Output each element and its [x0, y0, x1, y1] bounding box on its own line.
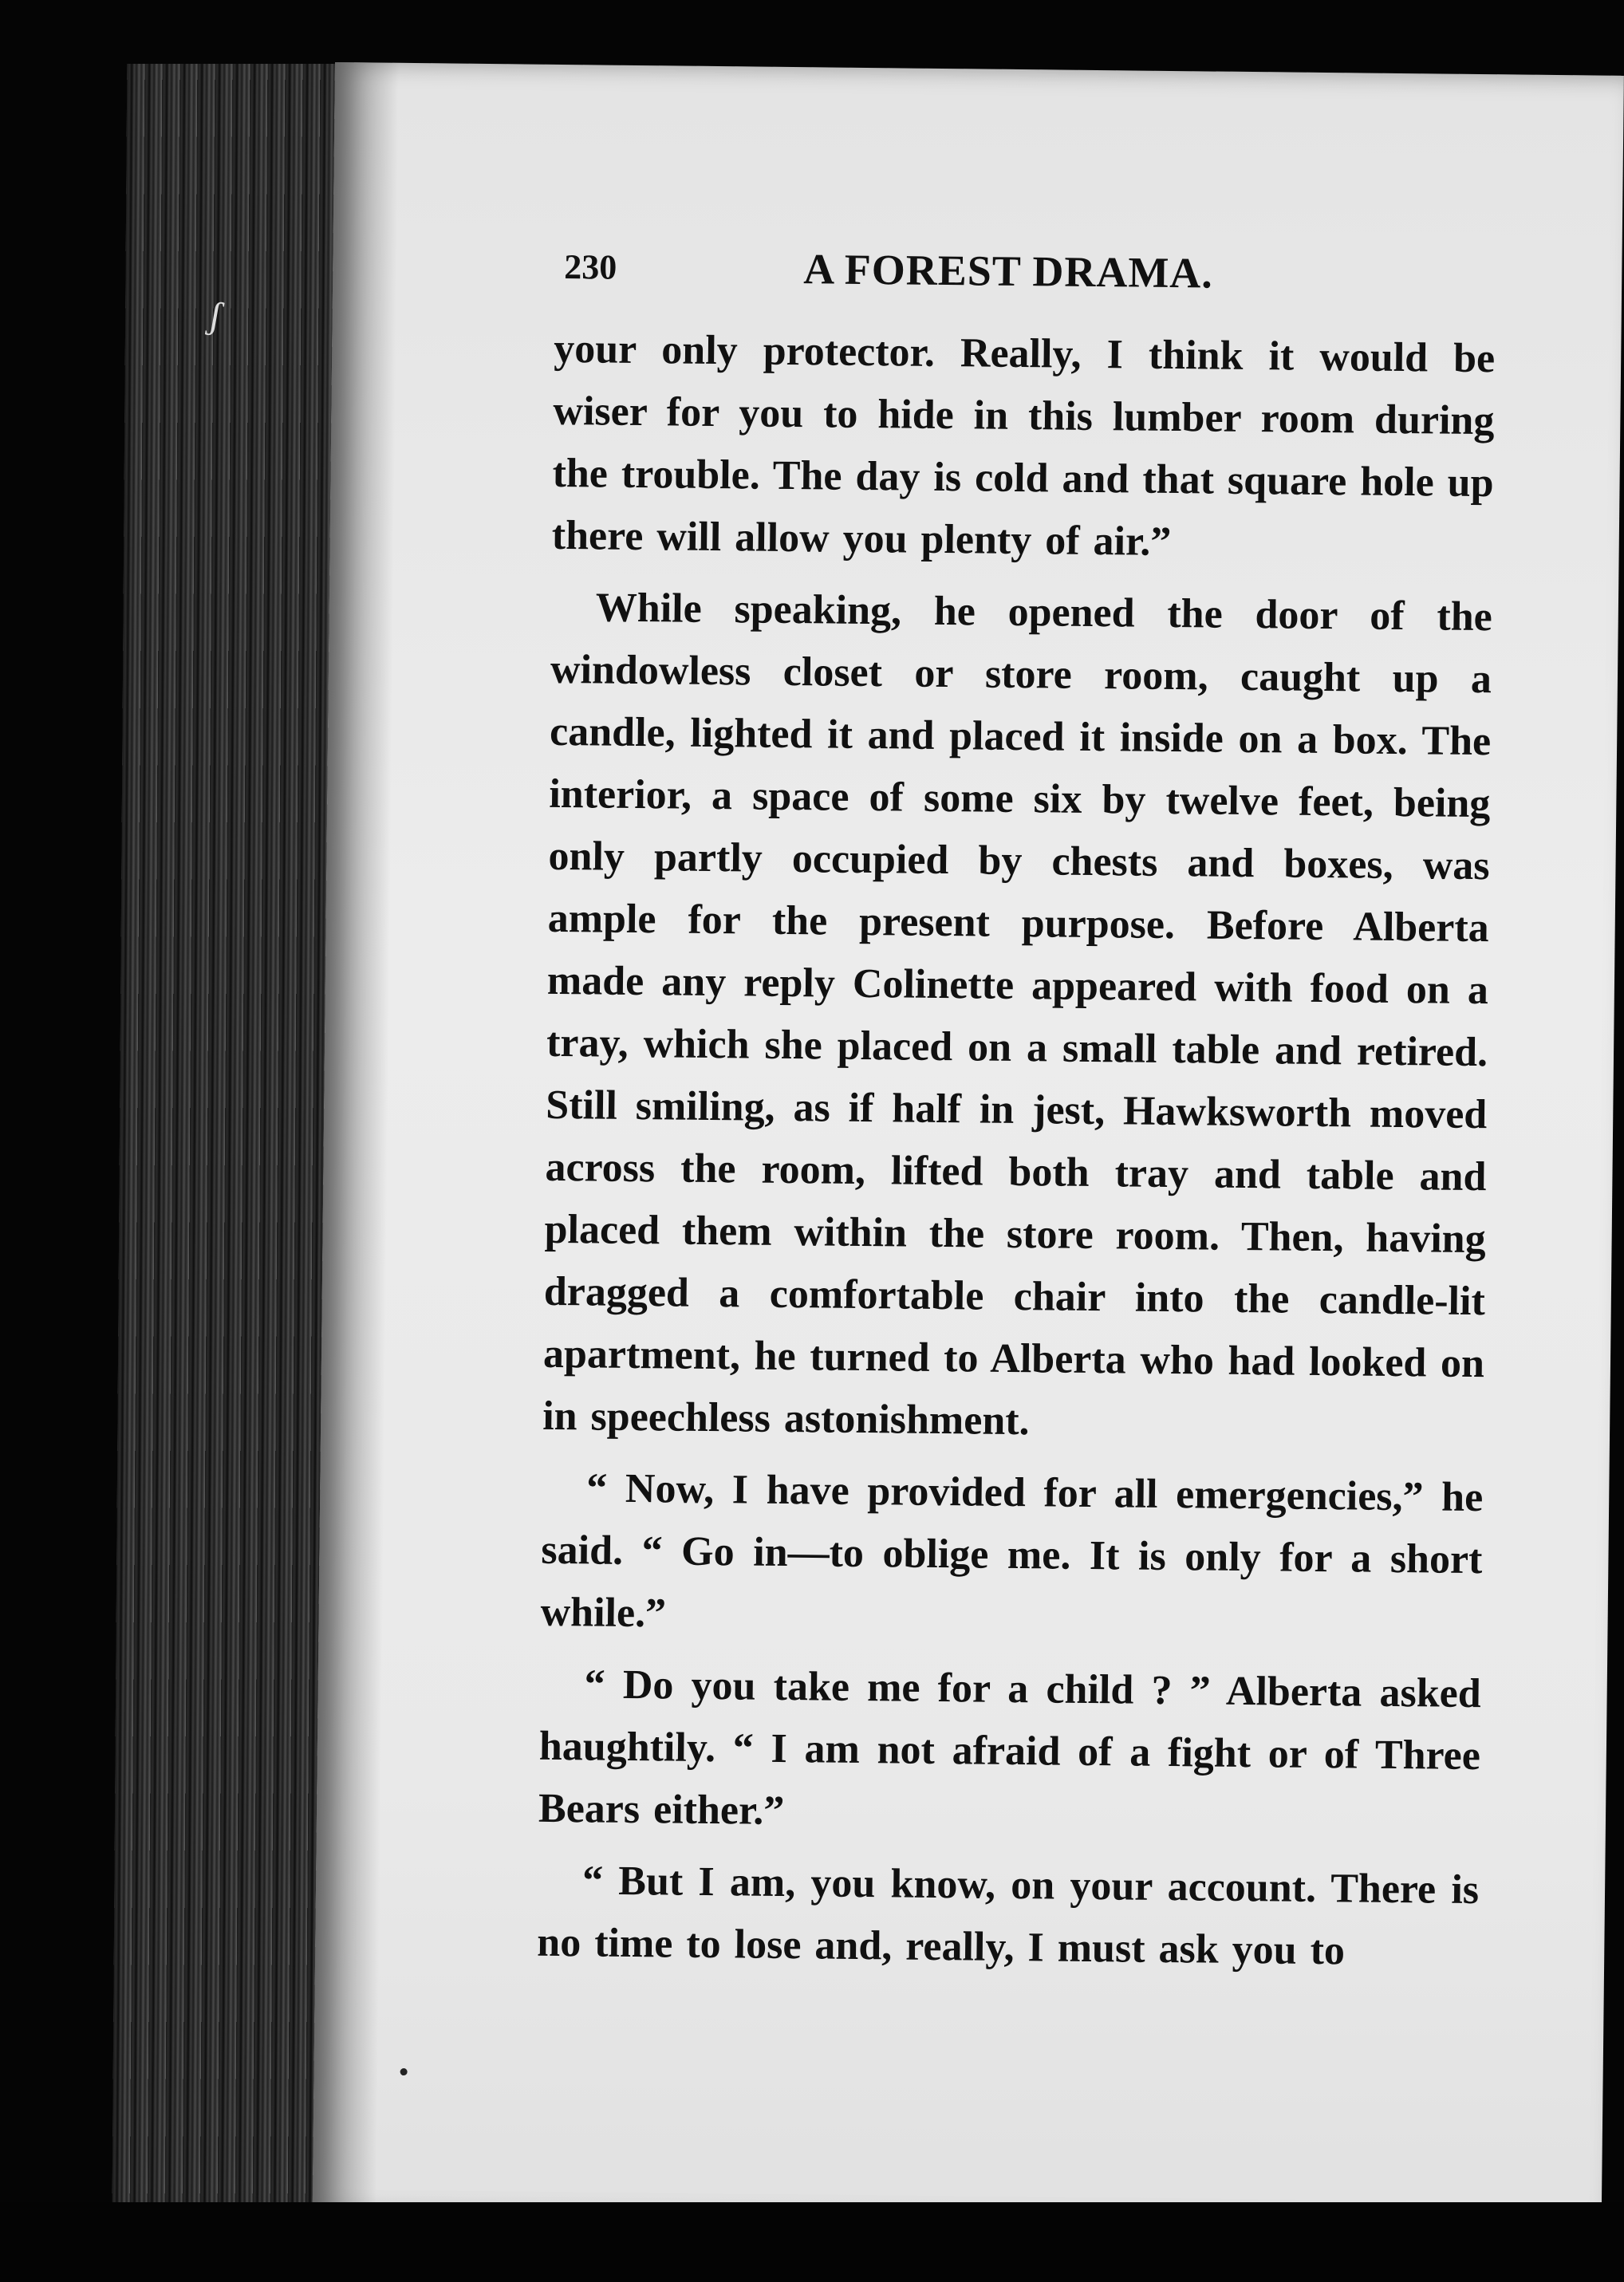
body-text [537, 318, 1496, 1984]
page-number: 230 [564, 247, 617, 287]
printed-page [313, 62, 1624, 2229]
paragraph-1: your only protector. Really, I think it would be wiser for you to hide in this lumber room during the trouble. The day is cold and that square hole up there will allow you plenty of air.” [551, 325, 1496, 566]
paragraph-3: “ Now, I have provided for all emergencies,” he said. “ Go in—to oblige me. It is only for a short while.” [540, 1465, 1484, 1637]
margin-mark: ʃ [205, 294, 226, 337]
running-head [564, 245, 1482, 298]
paragraph-4: “ Do you take me for a child ? ” Alberta asked haughtily. “ I am not afraid of a fight or of Three Bears either.” [538, 1661, 1481, 1835]
speck [400, 2068, 408, 2075]
paragraph-2: While speaking, he opened the door of the windowless closet or store room, caught up a candle, lighted it and placed it inside on a box. The interior, a space of some six by twelve feet, being only partly occupied by chests and boxes, was ample for the present purpose. Before Alberta made any reply Colinette appeared with food on a tray, which she placed on a small table and retired. Still smiling, as if half in jest, Hawksworth moved across the room, lifted both tray and table and placed them within the store room. Then, having dragged a comfortable chair into the candle-lit apartment, he turned to Alberta who had looked on in speechless astonishment. [542, 585, 1493, 1444]
paragraph-5: “ But I am, you know, on your account. There is no time to lose and, really, I must ask you to [537, 1858, 1480, 1974]
running-title: A FOREST DRAMA. [803, 245, 1214, 298]
bottom-shadow [0, 2202, 1624, 2282]
